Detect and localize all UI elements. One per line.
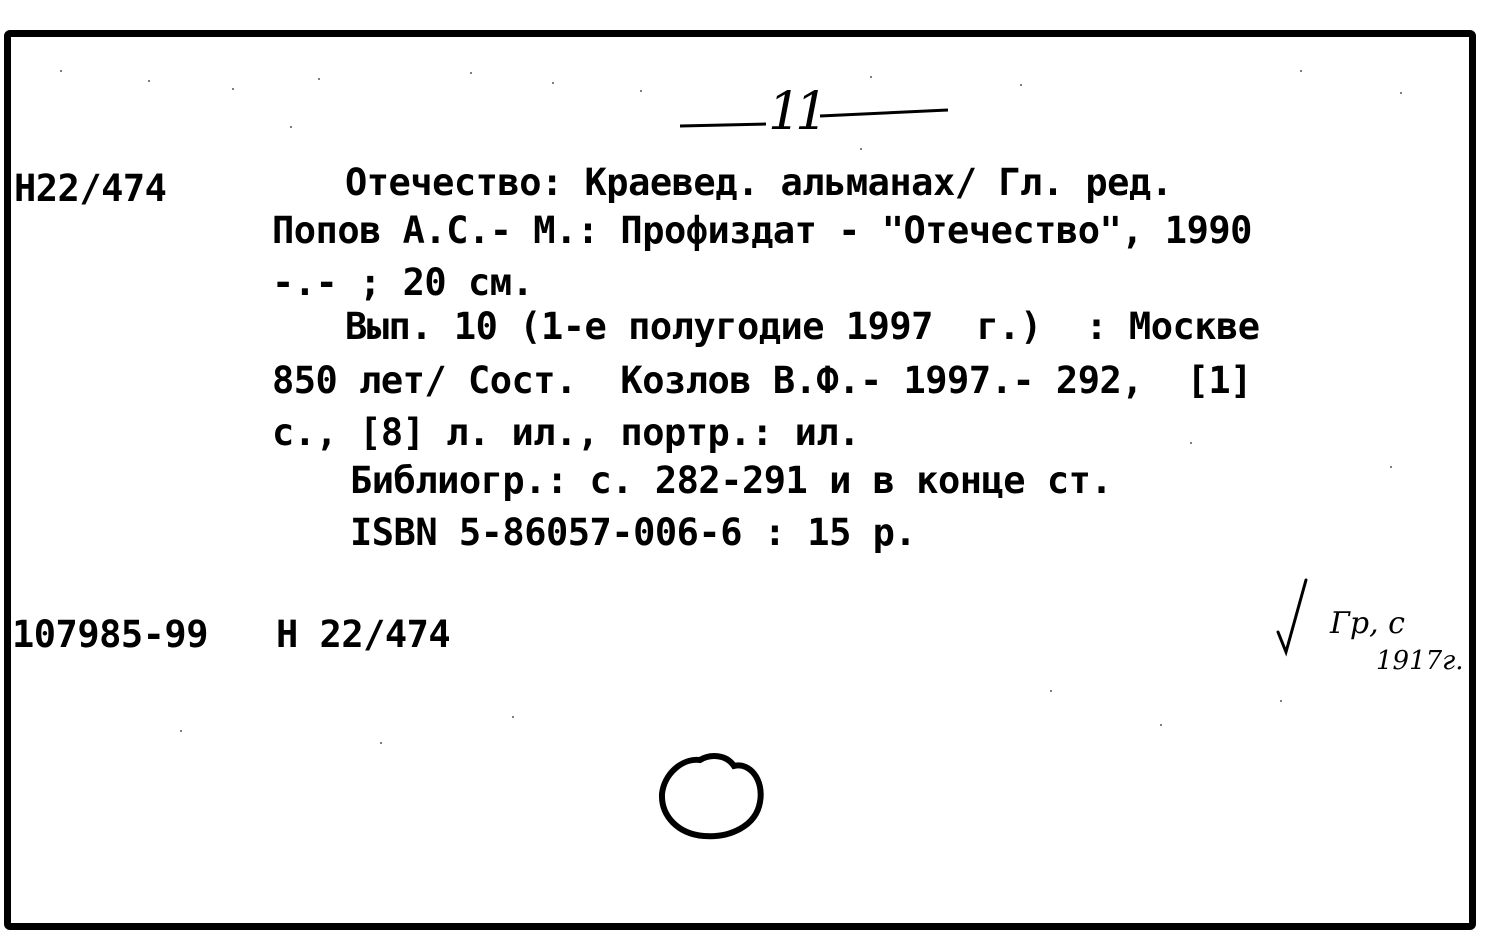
bibliography-note: Библиогр.: с. 282-291 и в конце ст. — [350, 459, 1113, 502]
title-line: Отечество: Краевед. альманах/ Гл. ред. — [345, 161, 1173, 204]
punch-hole — [652, 746, 776, 846]
isbn-line: ISBN 5-86057-006-6 : 15 р. — [350, 511, 917, 554]
issue-line-3: с., [8] л. ил., портр.: ил. — [272, 411, 860, 454]
shelf-mark-top: Н22/474 — [14, 167, 167, 210]
inventory-number: 107985-99 — [12, 613, 208, 656]
handwritten-number: 11 — [768, 82, 823, 142]
publication-line: Попов А.С.- М.: Профиздат - "Отечество", 1990 — [272, 209, 1252, 252]
physical-description-line: -.- ; 20 см. — [272, 261, 534, 304]
checkmark-icon — [1268, 574, 1318, 658]
handwritten-note-year: 1917г. — [1376, 646, 1464, 676]
issue-line: Вып. 10 (1-е полугодие 1997 г.) : Москве — [345, 305, 1260, 348]
shelf-mark-bottom: Н 22/474 — [276, 613, 451, 656]
handwritten-note: Гр, с — [1330, 606, 1405, 641]
issue-line-2: 850 лет/ Сост. Козлов В.Ф.- 1997.- 292, [1] — [272, 359, 1252, 402]
